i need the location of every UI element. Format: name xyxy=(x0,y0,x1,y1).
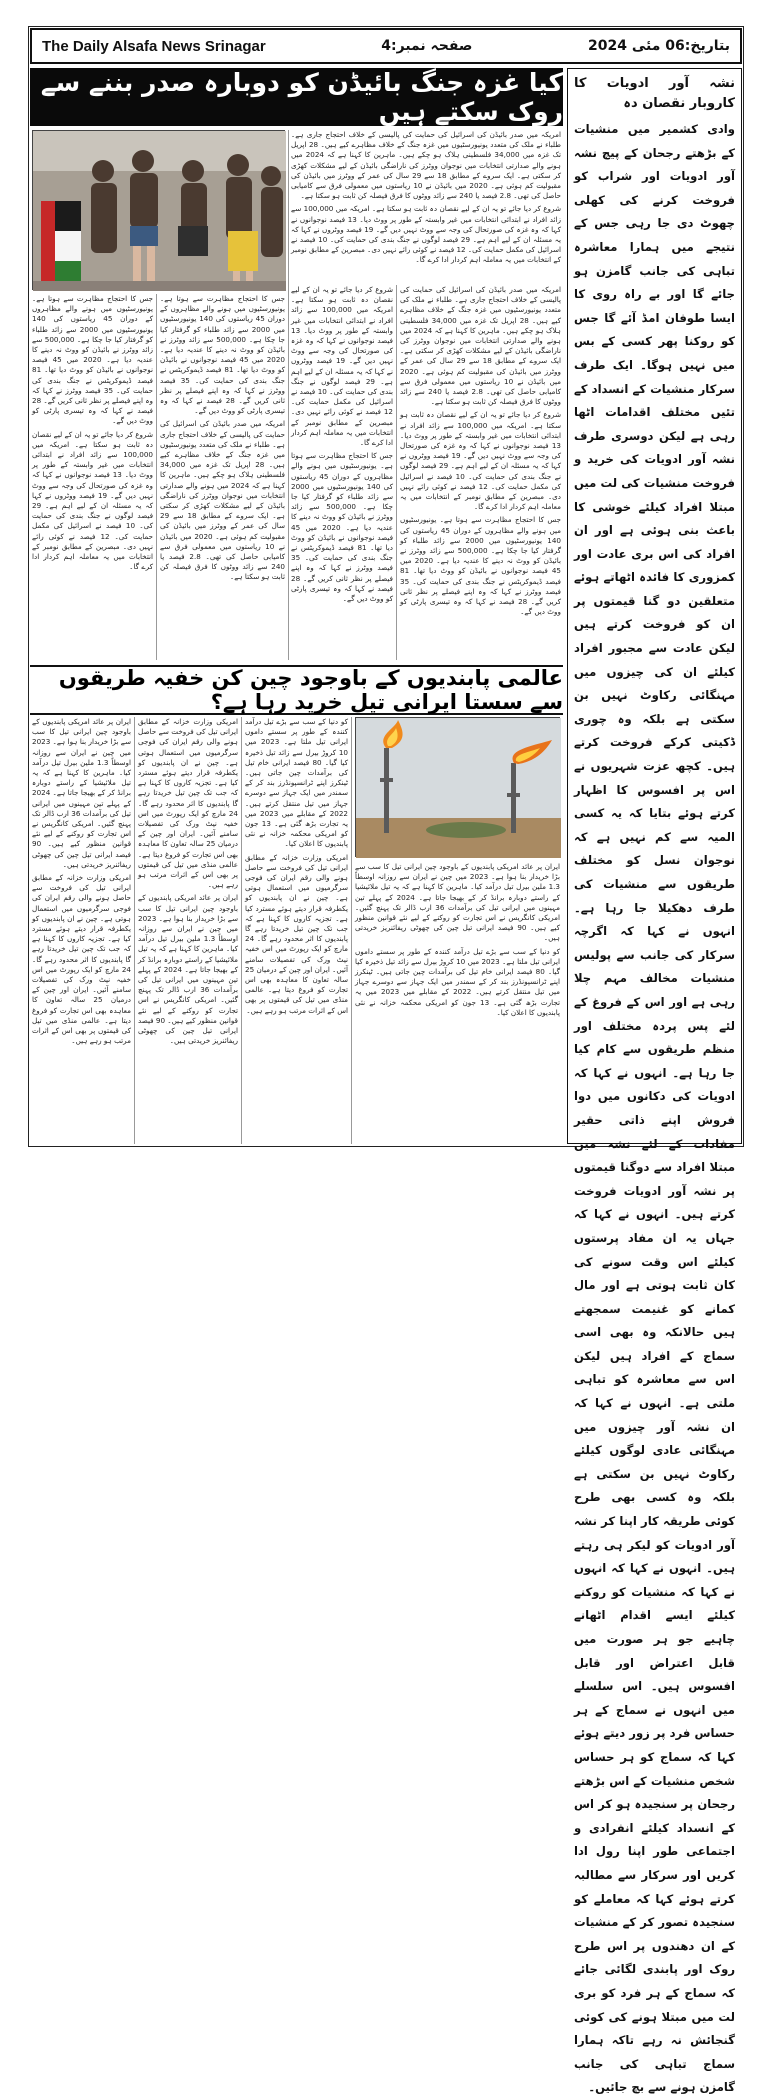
editorial-column xyxy=(567,68,742,2095)
story1-column-c-text: شروع کر دیا جائے تو یہ ان کے لیے نقصان دہ ثابت ہو سکتا ہے۔ امریکہ میں 100,000 سے زائد افراد نے ابتدائی انتخابات میں غیر وابستہ کے طور پر ووٹ دیا۔ 13 فیصد نوجوانوں نے کہا کہ وہ غزہ کی صورتحال کی وجہ سے ووٹ نہیں دیں گے۔ 19 فیصد ووٹروں نے کہا کہ یہ مسئلہ ان کے لیے اہم ہے۔ 29 فیصد لوگوں نے جنگ بندی کی حمایت کی۔ 10 فیصد نے اسرائیل کی مکمل حمایت کی۔ 12 فیصد نے کوئی رائے نہیں دی۔ مبصرین کے مطابق نومبر کے انتخابات میں یہ معاملہ اہم کردار ادا کرے گا۔ xyxy=(291,285,394,448)
story1-column-b-text-more: جس کا احتجاج مظاہرت سے ہوتا ہے۔ یونیورسٹیوں میں ہونے والے مظاہروں کے دوران 45 ریاستوں کی 140 یونیورسٹیوں میں 2000 سے زائد طلباء کو گرفتار کیا جا چکا ہے۔ 500,000 سے زائد ووٹرز نے بائیڈن کو ووٹ نہ دینے کا عندیہ دیا ہے۔ 2020 میں 45 فیصد نوجوانوں نے بائیڈن کو ووٹ دیا تھا۔ 81 فیصد ڈیموکریٹس نے جنگ بندی کی حمایت کی۔ 35 فیصد ووٹرز نے کہا کہ وہ اپنے فیصلے پر نظر ثانی کریں گے۔ 28 فیصد نے کہا کہ وہ تیسری پارٹی کو ووٹ دیں گے۔ xyxy=(400,515,562,617)
page-number: صفحہ نمبر:4 xyxy=(381,38,473,54)
story2-column-d-text: ایران پر عائد امریکی پابندیوں کے باوجود چین ایرانی تیل کا سب سے بڑا خریدار بنا ہوا ہے۔ 2023 میں چین نے ایران سے روزانہ اوسطاً 1.3 ملین بیرل تیل درآمد کیا۔ ماہرین کا کہنا ہے کہ یہ تیل ملائیشیا کے راستے دوبارہ برانڈ کر کے بھیجا جاتا ہے۔ 2024 کے پہلے تین مہینوں میں ایرانی تیل کی برآمدات 36 ارب ڈالر تک پہنچ گئیں۔ امریکی کانگریس نے اس تجارت کو روکنے کے لیے نئے قوانین منظور کیے ہیں۔ 90 فیصد ایرانی تیل چین کی چھوٹی ریفائنریز خریدتی ہیں۔ xyxy=(32,717,132,869)
story2-column-c xyxy=(138,717,238,1144)
story1-column-e-text-cont: شروع کر دیا جائے تو یہ ان کے لیے نقصان دہ ثابت ہو سکتا ہے۔ امریکہ میں 100,000 سے زائد افراد نے ابتدائی انتخابات میں غیر وابستہ کے طور پر ووٹ دیا۔ 13 فیصد نوجوانوں نے کہا کہ وہ غزہ کی صورتحال کی وجہ سے ووٹ نہیں دیں گے۔ 19 فیصد ووٹروں نے کہا کہ یہ مسئلہ ان کے لیے اہم ہے۔ 29 فیصد لوگوں نے جنگ بندی کی حمایت کی۔ 10 فیصد نے اسرائیل کی مکمل حمایت کی۔ 12 فیصد نے کوئی رائے نہیں دی۔ مبصرین کے مطابق نومبر کے انتخابات میں یہ معاملہ اہم کردار ادا کرے گا۔ xyxy=(32,429,153,572)
column-rule xyxy=(351,717,352,1144)
story2-headline: عالمی پابندیوں کے باوجود چین کن خفیہ طریقوں سے سستا ایرانی تیل خرید رہا ہے؟ xyxy=(30,665,563,715)
column-rule xyxy=(396,285,397,660)
story2-column-b xyxy=(245,717,348,1144)
oil-refinery-photo-image xyxy=(356,718,561,858)
story1-headline: کیا غزہ جنگ بائیڈن کو دوبارہ صدر بننے سے روک سکتے ہیں xyxy=(30,68,563,126)
story2-column-a-text-cont: کو دنیا کے سب سے بڑے تیل درآمد کنندہ کے طور پر سستے داموں ایرانی تیل ملتا ہے۔ 2023 میں 10 کروڑ بیرل سے زائد تیل ذخیرہ کیا گیا۔ 80 فیصد ایرانی خام تیل کی برآمدات چین جاتی ہیں۔ ٹینکرز اپنے ٹرانسپونڈرز بند کر کے سمندر میں ایک جہاز سے دوسرے جہاز میں تیل منتقل کرتے ہیں۔ 2022 کے مقابلے میں 2023 میں یہ تجارت بڑھ گئی ہے۔ 13 جون کو امریکی محکمہ خزانہ نے نئی پابندیوں کا اعلان کیا۔ xyxy=(355,946,560,1017)
story2-column-b-text-cont: امریکی وزارت خزانہ کے مطابق ایرانی تیل کی فروخت سے حاصل ہونے والی رقم ایران کی فوجی سرگرمیوں میں استعمال ہوتی ہے۔ چین نے ان پابندیوں کو یکطرفہ قرار دیتے ہوئے مسترد کیا ہے۔ تجزیہ کاروں کا کہنا ہے کہ جب تک چین تیل خریدتا رہے گا پابندیوں کا اثر محدود رہے گا۔ 24 مارچ کو ایک رپورٹ میں اس خفیہ نیٹ ورک کی تفصیلات سامنے آئیں۔ ایران اور چین کے درمیان 25 سالہ تعاون کا معاہدہ بھی اس تجارت کو فروغ دیتا ہے۔ عالمی منڈی میں تیل کی قیمتوں پر بھی اس کے اثرات مرتب ہو رہے ہیں۔ xyxy=(245,852,348,1015)
newspaper-name: The Daily Alsafa News Srinagar xyxy=(42,37,266,55)
column-rule xyxy=(241,717,242,1144)
story2-column-b-text: کو دنیا کے سب سے بڑے تیل درآمد کنندہ کے طور پر سستے داموں ایرانی تیل ملتا ہے۔ 2023 میں 10 کروڑ بیرل سے زائد تیل ذخیرہ کیا گیا۔ 80 فیصد ایرانی خام تیل کی برآمدات چین جاتی ہیں۔ ٹینکرز اپنے ٹرانسپونڈرز بند کر کے سمندر میں ایک جہاز سے دوسرے جہاز میں تیل منتقل کرتے ہیں۔ 2022 کے مقابلے میں 2023 میں یہ تجارت بڑھ گئی ہے۔ 13 جون کو امریکی محکمہ خزانہ نے نئی پابندیوں کا اعلان کیا۔ xyxy=(245,717,348,849)
story1-column-a-text: امریکہ میں صدر بائیڈن کی اسرائیل کی حمایت کی پالیسی کے خلاف احتجاج جاری ہے۔ طلباء نے ملک کی متعدد یونیورسٹیوں میں غزہ جنگ کے خلاف مظاہرے کیے ہیں۔ 28 اپریل تک غزہ میں 34,000 فلسطینی ہلاک ہو چکے ہیں۔ ماہرین کا کہنا ہے کہ 2024 میں ہونے والے صدارتی انتخابات میں نوجوان ووٹرز کی ناراضگی بائیڈن کے لیے مشکلات کھڑی کر سکتی ہے۔ ایک سروے کے مطابق 18 سے 29 سال کی عمر کے ووٹرز میں بائیڈن کی مقبولیت کم ہوئی ہے۔ 2020 میں بائیڈن نے 10 ریاستوں میں معمولی فرق سے کامیابی حاصل کی تھی۔ 2.8 فیصد یا 240 سے زائد ووٹوں کا فرق فیصلہ کن ثابت ہو سکتا ہے۔ xyxy=(291,130,562,201)
story1-column-c-text-cont: جس کا احتجاج مظاہرت سے ہوتا ہے۔ یونیورسٹیوں میں ہونے والے مظاہروں کے دوران 45 ریاستوں کی 140 یونیورسٹیوں میں 2000 سے زائد طلباء کو گرفتار کیا جا چکا ہے۔ 500,000 سے زائد ووٹرز نے بائیڈن کو ووٹ نہ دینے کا عندیہ دیا ہے۔ 2020 میں 45 فیصد نوجوانوں نے بائیڈن کو ووٹ دیا تھا۔ 81 فیصد ڈیموکریٹس نے جنگ بندی کی حمایت کی۔ 35 فیصد ووٹرز نے کہا کہ وہ اپنے فیصلے پر نظر ثانی کریں گے۔ 28 فیصد نے کہا کہ وہ تیسری پارٹی کو ووٹ دیں گے۔ xyxy=(291,451,393,604)
story1-column-b-text-cont: شروع کر دیا جائے تو یہ ان کے لیے نقصان دہ ثابت ہو سکتا ہے۔ امریکہ میں 100,000 سے زائد افراد نے ابتدائی انتخابات میں غیر وابستہ کے طور پر ووٹ دیا۔ 13 فیصد نوجوانوں نے کہا کہ وہ غزہ کی صورتحال کی وجہ سے ووٹ نہیں دیں گے۔ 19 فیصد ووٹروں نے کہا کہ یہ مسئلہ ان کے لیے اہم ہے۔ 29 فیصد لوگوں نے جنگ بندی کی حمایت کی۔ 10 فیصد نے اسرائیل کی مکمل حمایت کی۔ 12 فیصد نے کوئی رائے نہیں دی۔ مبصرین کے مطابق نومبر کے انتخابات میں یہ معاملہ اہم کردار ادا کرے گا۔ xyxy=(400,410,562,512)
oil-refinery-photo xyxy=(355,717,560,857)
editorial-body: وادی کشمیر میں منشیات کے بڑھتے رجحان کے پیچ نشہ آور ادویات اور شراب کو فروخت کرنے کی کھلی چھوٹ دی جا رہی جس کے نتیجے میں ہمارا معاشرہ تباہی کی جانب گامزن ہو جائے گا اور بے راہ روی کا ایسا طوفان امڈ آئے گا جس کو روکنا پھر کسی کے بس میں نہیں ہوگا۔ ایک طرف سرکار منشیات کے انسداد کے تئیں مختلف اقدامات اٹھا رہی ہے لیکن دوسری طرف نشہ آور ادویات کی خرید و فروخت منشیات کی لت میں مبتلا افراد کیلئے خوشی کا باعث بنی ہوئی ہے اور ان افراد کی اس بری عادت اور کمزوری کا فائدہ اٹھاتے ہوئے متعلقین دو گنا قیمتوں پر ان کو فروخت کرتے ہیں لیکن عادت سے مجبور افراد کیلئے ان کی چیزوں میں مہنگائی رکاوٹ نہیں بن سکتی ہے بلکہ وہ چوری ڈکیتی کرکے فروخت کرتے ہیں۔ کچھ عزت شہریوں نے اس پر افسوس کا اظہار کرتے ہوئے بتایا کہ یہ کسی المیہ سے کم نہیں ہے کہ نوجوان نسل کو مختلف طریقوں سے منشیات کی طرف دھکیلا جا رہا ہے۔ انہوں نے کہا کہ اگرچہ سرکار کی جانب سے پولیس منشیات مخالف مہم چلا رہی ہے اور اس کے فروغ کے لئے پس پردہ مختلف اور منظم طریقوں سے کام کیا جا رہا ہے۔ انہوں نے کہا کہ ادویات کی دکانوں میں دوا فروش اپنے ذاتی حقیر مفادات کے لئے نشہ میں مبتلا افراد سے دوگنا قیمتوں پر نشہ آور ادویات فروخت کرتے ہیں۔ انہوں نے کہا کہ جہاں یہ ان مفاد پرستوں کیلئے اس وقت سونے کی کان ثابت ہوتی ہے اور مال کمانے کو غنیمت سمجھتے ہیں حالانکہ وہ بھی اسی سماج کے افراد ہیں لیکن اس سے معاشرہ کو تباہی ملتی ہے۔ انہوں نے کہا کہ ان نشہ آور چیزوں میں مہنگائی عادی لوگوں کیلئے رکاوٹ نہیں بن سکتی ہے بلکہ وہ کسی بھی طرح کوئی طریقہ کار اپنا کر نشہ آور ادویات کو لیکر ہی رہتے ہیں۔ انہوں نے کہا کہ انہوں نے کہا کہ منشیات کو روکنے کیلئے ایسے اقدام اٹھانے چاہیے جو ہر صورت میں قابل اعتراض اور قابل افسوس ہیں۔ اس سلسلے میں انہوں نے سماج کے ہر حساس فرد پر زور دیتے ہوئے کہا کہ سماج کو ہر حساس شخص منشیات کے اس بڑھتے رجحان پر سنجیدہ ہو کر اس کے انسداد کیلئے انفرادی و اجتماعی طور اپنا رول ادا کریں اور سرکار سے مطالبہ کرتے ہوئے کہا کہ معاملے کو سنجیدہ تصور کر کے منشیات کے ان دھندوں پر اس طرح روک اور پابندی لگائی جائے کہ سماج کے ہر فرد کو بری لت میں مبتلا ہونے کی کوئی گنجائش نہ رہے تاکہ ہمارا سماج تباہی کی جانب گامزن ہونے سے بچ جائیں۔ xyxy=(574,122,735,2095)
issue-date: بتاریخ:06 مئی 2024 xyxy=(588,38,730,54)
column-rule xyxy=(288,130,289,660)
masthead xyxy=(30,28,742,64)
story1-column-c xyxy=(291,285,393,660)
story1-column-b-text: امریکہ میں صدر بائیڈن کی اسرائیل کی حمایت کی پالیسی کے خلاف احتجاج جاری ہے۔ طلباء نے ملک کی متعدد یونیورسٹیوں میں غزہ جنگ کے خلاف مظاہرے کیے ہیں۔ 28 اپریل تک غزہ میں 34,000 فلسطینی ہلاک ہو چکے ہیں۔ ماہرین کا کہنا ہے کہ 2024 میں ہونے والے صدارتی انتخابات میں نوجوان ووٹرز کی ناراضگی بائیڈن کے لیے مشکلات کھڑی کر سکتی ہے۔ ایک سروے کے مطابق 18 سے 29 سال کی عمر کے ووٹرز میں بائیڈن کی مقبولیت کم ہوئی ہے۔ 2020 میں بائیڈن نے 10 ریاستوں میں معمولی فرق سے کامیابی حاصل کی تھی۔ 2.8 فیصد یا 240 سے زائد ووٹوں کا فرق فیصلہ کن ثابت ہو سکتا ہے۔ xyxy=(400,285,561,407)
story2-column-a xyxy=(355,862,560,1144)
story2-column-a-text: ایران پر عائد امریکی پابندیوں کے باوجود چین ایرانی تیل کا سب سے بڑا خریدار بنا ہوا ہے۔ 2023 میں چین نے ایران سے روزانہ اوسطاً 1.3 ملین بیرل تیل درآمد کیا۔ ماہرین کا کہنا ہے کہ یہ تیل ملائیشیا کے راستے دوبارہ برانڈ کر کے بھیجا جاتا ہے۔ 2024 کے پہلے تین مہینوں میں ایرانی تیل کی برآمدات 36 ارب ڈالر تک پہنچ گئیں۔ امریکی کانگریس نے اس تجارت کو روکنے کے لیے نئے قوانین منظور کیے ہیں۔ 90 فیصد ایرانی تیل چین کی چھوٹی ریفائنریز خریدتی ہیں۔ xyxy=(355,862,561,943)
story2-column-d-text-cont: امریکی وزارت خزانہ کے مطابق ایرانی تیل کی فروخت سے حاصل ہونے والی رقم ایران کی فوجی سرگرمیوں میں استعمال ہوتی ہے۔ چین نے ان پابندیوں کو یکطرفہ قرار دیتے ہوئے مسترد کیا ہے۔ تجزیہ کاروں کا کہنا ہے کہ جب تک چین تیل خریدتا رہے گا پابندیوں کا اثر محدود رہے گا۔ 24 مارچ کو ایک رپورٹ میں اس خفیہ نیٹ ورک کی تفصیلات سامنے آئیں۔ ایران اور چین کے درمیان 25 سالہ تعاون کا معاہدہ بھی اس تجارت کو فروغ دیتا ہے۔ عالمی منڈی میں تیل کی قیمتوں پر بھی اس کے اثرات مرتب ہو رہے ہیں۔ xyxy=(32,873,131,1046)
story2-column-d xyxy=(32,717,131,1144)
story2-column-c-text: امریکی وزارت خزانہ کے مطابق ایرانی تیل کی فروخت سے حاصل ہونے والی رقم ایران کی فوجی سرگرمیوں میں استعمال ہوتی ہے۔ چین نے ان پابندیوں کو یکطرفہ قرار دیتے ہوئے مسترد کیا ہے۔ تجزیہ کاروں کا کہنا ہے کہ جب تک چین تیل خریدتا رہے گا پابندیوں کا اثر محدود رہے گا۔ 24 مارچ کو ایک رپورٹ میں اس خفیہ نیٹ ورک کی تفصیلات سامنے آئیں۔ ایران اور چین کے درمیان 25 سالہ تعاون کا معاہدہ بھی اس تجارت کو فروغ دیتا ہے۔ عالمی منڈی میں تیل کی قیمتوں پر بھی اس کے اثرات مرتب ہو رہے ہیں۔ xyxy=(138,717,238,890)
story1-column-d-text: جس کا احتجاج مظاہرت سے ہوتا ہے۔ یونیورسٹیوں میں ہونے والے مظاہروں کے دوران 45 ریاستوں کی 140 یونیورسٹیوں میں 2000 سے زائد طلباء کو گرفتار کیا جا چکا ہے۔ 500,000 سے زائد ووٹرز نے بائیڈن کو ووٹ نہ دینے کا عندیہ دیا ہے۔ 2020 میں 45 فیصد نوجوانوں نے بائیڈن کو ووٹ دیا تھا۔ 81 فیصد ڈیموکریٹس نے جنگ بندی کی حمایت کی۔ 35 فیصد ووٹرز نے کہا کہ وہ اپنے فیصلے پر نظر ثانی کریں گے۔ 28 فیصد نے کہا کہ وہ تیسری پارٹی کو ووٹ دیں گے۔ xyxy=(160,294,286,416)
story1-column-a xyxy=(291,130,561,280)
editorial-title: نشہ آور ادویات کا کاروبار نقصان دہ xyxy=(574,76,735,111)
story1-column-e xyxy=(32,294,153,660)
story1-column-d-text-cont: امریکہ میں صدر بائیڈن کی اسرائیل کی حمایت کی پالیسی کے خلاف احتجاج جاری ہے۔ طلباء نے ملک کی متعدد یونیورسٹیوں میں غزہ جنگ کے خلاف مظاہرے کیے ہیں۔ 28 اپریل تک غزہ میں 34,000 فلسطینی ہلاک ہو چکے ہیں۔ ماہرین کا کہنا ہے کہ 2024 میں ہونے والے صدارتی انتخابات میں نوجوان ووٹرز کی ناراضگی بائیڈن کے لیے مشکلات کھڑی کر سکتی ہے۔ ایک سروے کے مطابق 18 سے 29 سال کی عمر کے ووٹرز میں بائیڈن کی مقبولیت کم ہوئی ہے۔ 2020 میں بائیڈن نے 10 ریاستوں میں معمولی فرق سے کامیابی حاصل کی تھی۔ 2.8 فیصد یا 240 سے زائد ووٹوں کا فرق فیصلہ کن ثابت ہو سکتا ہے۔ xyxy=(160,419,286,582)
story1-column-d xyxy=(160,294,285,660)
story1-column-b xyxy=(400,285,561,660)
column-rule xyxy=(134,717,135,1144)
column-rule xyxy=(156,294,157,660)
protest-photo-image xyxy=(33,131,286,291)
protest-photo xyxy=(32,130,285,290)
story1-column-a-text-cont: شروع کر دیا جائے تو یہ ان کے لیے نقصان دہ ثابت ہو سکتا ہے۔ امریکہ میں 100,000 سے زائد افراد نے ابتدائی انتخابات میں غیر وابستہ کے طور پر ووٹ دیا۔ 13 فیصد نوجوانوں نے کہا کہ وہ غزہ کی صورتحال کی وجہ سے ووٹ نہیں دیں گے۔ 19 فیصد ووٹروں نے کہا کہ یہ مسئلہ ان کے لیے اہم ہے۔ 29 فیصد لوگوں نے جنگ بندی کی حمایت کی۔ 10 فیصد نے اسرائیل کی مکمل حمایت کی۔ 12 فیصد نے کوئی رائے نہیں دی۔ مبصرین کے مطابق نومبر کے انتخابات میں یہ معاملہ اہم کردار ادا کرے گا۔ xyxy=(291,204,561,265)
story2-column-c-text-cont: ایران پر عائد امریکی پابندیوں کے باوجود چین ایرانی تیل کا سب سے بڑا خریدار بنا ہوا ہے۔ 2023 میں چین نے ایران سے روزانہ اوسطاً 1.3 ملین بیرل تیل درآمد کیا۔ ماہرین کا کہنا ہے کہ یہ تیل ملائیشیا کے راستے دوبارہ برانڈ کر کے بھیجا جاتا ہے۔ 2024 کے پہلے تین مہینوں میں ایرانی تیل کی برآمدات 36 ارب ڈالر تک پہنچ گئیں۔ امریکی کانگریس نے اس تجارت کو روکنے کے لیے نئے قوانین منظور کیے ہیں۔ 90 فیصد ایرانی تیل چین کی چھوٹی ریفائنریز خریدتی ہیں۔ xyxy=(138,893,238,1046)
story1-column-e-text: جس کا احتجاج مظاہرت سے ہوتا ہے۔ یونیورسٹیوں میں ہونے والے مظاہروں کے دوران 45 ریاستوں کی 140 یونیورسٹیوں میں 2000 سے زائد طلباء کو گرفتار کیا جا چکا ہے۔ 500,000 سے زائد ووٹرز نے بائیڈن کو ووٹ نہ دینے کا عندیہ دیا ہے۔ 2020 میں 45 فیصد نوجوانوں نے بائیڈن کو ووٹ دیا تھا۔ 81 فیصد ڈیموکریٹس نے جنگ بندی کی حمایت کی۔ 35 فیصد ووٹرز نے کہا کہ وہ اپنے فیصلے پر نظر ثانی کریں گے۔ 28 فیصد نے کہا کہ وہ تیسری پارٹی کو ووٹ دیں گے۔ xyxy=(32,294,153,426)
